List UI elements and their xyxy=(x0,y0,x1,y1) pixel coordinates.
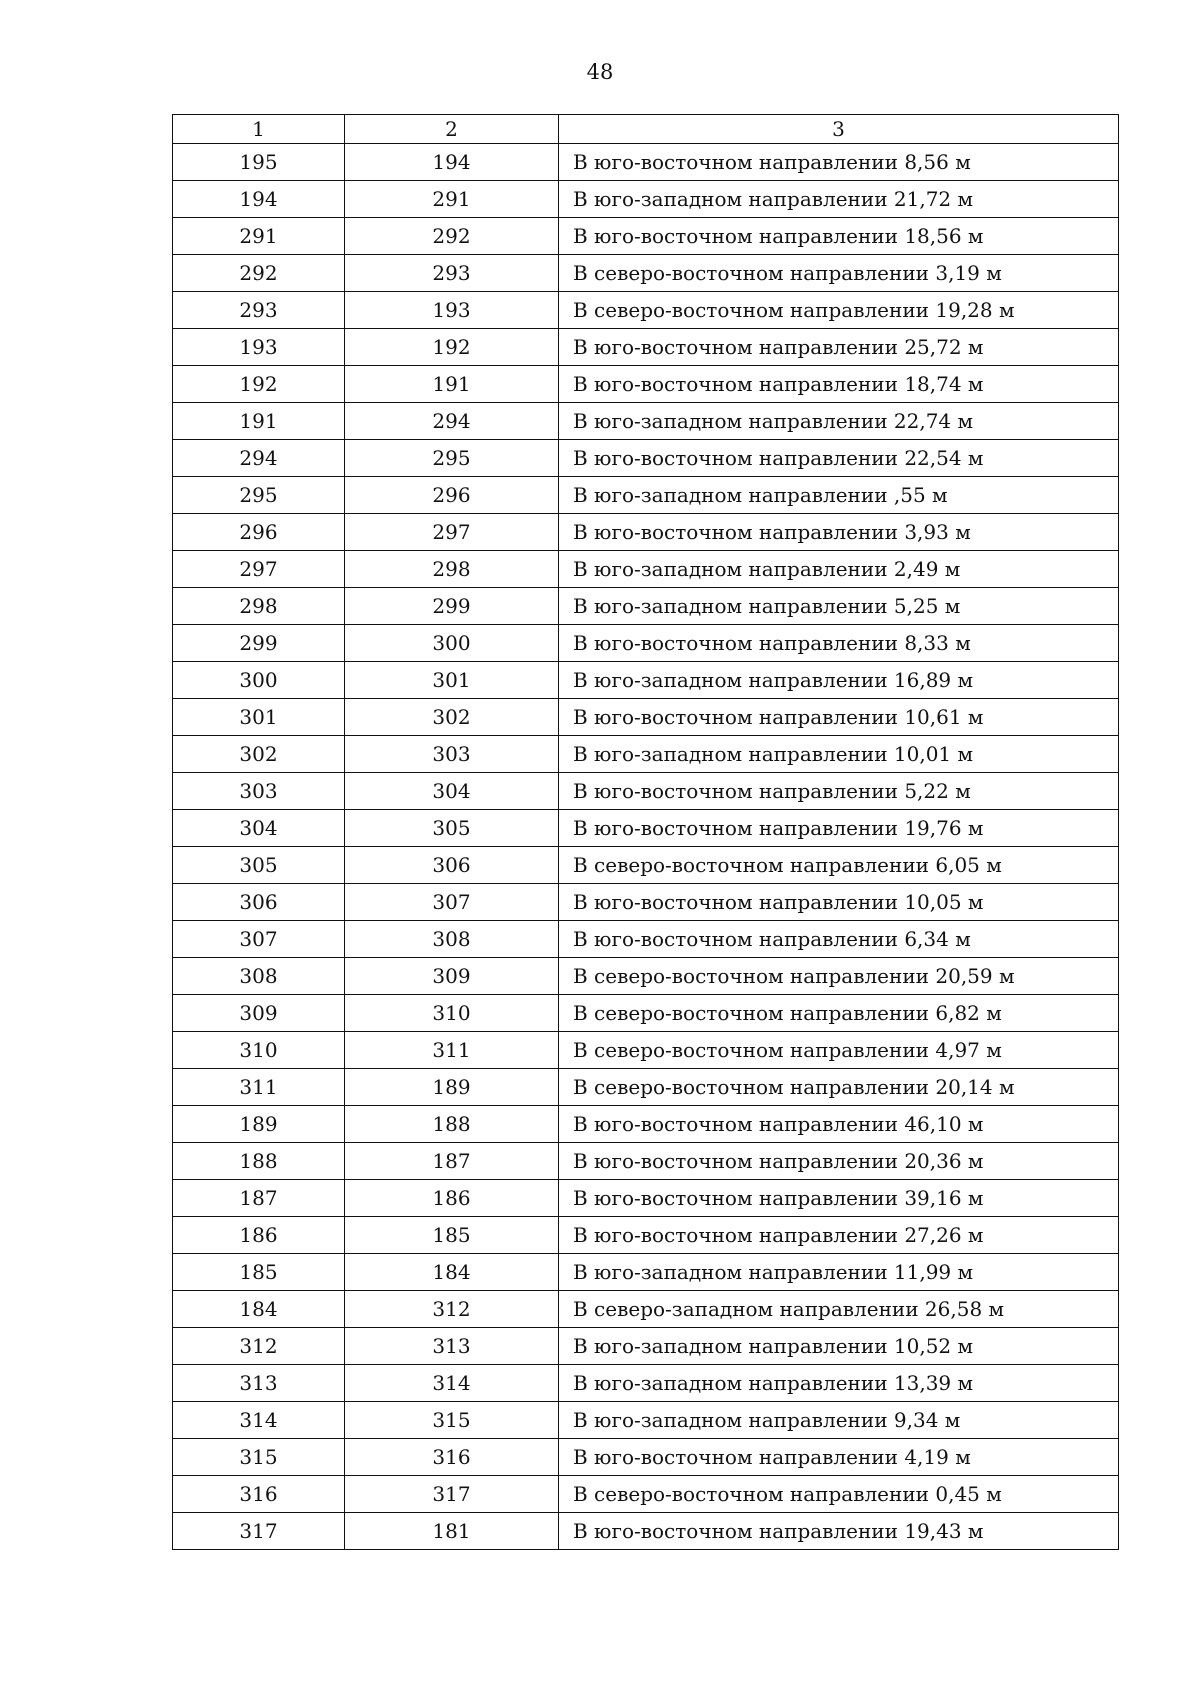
point-to-cell: 188 xyxy=(345,1106,559,1143)
point-from-cell: 308 xyxy=(173,958,345,995)
direction-description-cell: В юго-западном направлении 13,39 м xyxy=(559,1365,1119,1402)
point-to-cell: 297 xyxy=(345,514,559,551)
direction-description-cell: В северо-восточном направлении 20,14 м xyxy=(559,1069,1119,1106)
table-row xyxy=(173,662,1119,699)
direction-description-cell: В юго-восточном направлении 10,05 м xyxy=(559,884,1119,921)
table-header xyxy=(173,115,1119,144)
direction-description-cell: В юго-западном направлении 16,89 м xyxy=(559,662,1119,699)
point-to-cell: 310 xyxy=(345,995,559,1032)
point-from-cell: 314 xyxy=(173,1402,345,1439)
table-row xyxy=(173,810,1119,847)
table-row xyxy=(173,625,1119,662)
column-header-3: 3 xyxy=(559,115,1119,144)
table-row xyxy=(173,440,1119,477)
table-row xyxy=(173,1439,1119,1476)
point-from-cell: 184 xyxy=(173,1291,345,1328)
direction-description-cell: В юго-восточном направлении 18,74 м xyxy=(559,366,1119,403)
table-row xyxy=(173,1291,1119,1328)
table-row xyxy=(173,366,1119,403)
point-to-cell: 291 xyxy=(345,181,559,218)
table-row xyxy=(173,403,1119,440)
column-header-1: 1 xyxy=(173,115,345,144)
table-row xyxy=(173,1032,1119,1069)
point-to-cell: 306 xyxy=(345,847,559,884)
table-row xyxy=(173,329,1119,366)
point-to-cell: 317 xyxy=(345,1476,559,1513)
point-from-cell: 310 xyxy=(173,1032,345,1069)
table-row xyxy=(173,588,1119,625)
table-row xyxy=(173,1217,1119,1254)
point-from-cell: 299 xyxy=(173,625,345,662)
table-row xyxy=(173,255,1119,292)
direction-description-cell: В юго-восточном направлении 25,72 м xyxy=(559,329,1119,366)
point-to-cell: 313 xyxy=(345,1328,559,1365)
point-from-cell: 313 xyxy=(173,1365,345,1402)
table-row xyxy=(173,1513,1119,1550)
direction-description-cell: В юго-восточном направлении 10,61 м xyxy=(559,699,1119,736)
point-to-cell: 311 xyxy=(345,1032,559,1069)
point-from-cell: 295 xyxy=(173,477,345,514)
point-to-cell: 296 xyxy=(345,477,559,514)
point-from-cell: 306 xyxy=(173,884,345,921)
point-from-cell: 309 xyxy=(173,995,345,1032)
point-to-cell: 304 xyxy=(345,773,559,810)
direction-description-cell: В юго-восточном направлении 8,56 м xyxy=(559,144,1119,181)
direction-description-cell: В юго-восточном направлении 18,56 м xyxy=(559,218,1119,255)
table-row xyxy=(173,551,1119,588)
direction-description-cell: В юго-западном направлении 22,74 м xyxy=(559,403,1119,440)
table-row xyxy=(173,181,1119,218)
table-row xyxy=(173,847,1119,884)
direction-description-cell: В юго-восточном направлении 46,10 м xyxy=(559,1106,1119,1143)
column-header-2: 2 xyxy=(345,115,559,144)
table-row xyxy=(173,1069,1119,1106)
direction-description-cell: В юго-западном направлении 2,49 м xyxy=(559,551,1119,588)
point-to-cell: 191 xyxy=(345,366,559,403)
point-to-cell: 316 xyxy=(345,1439,559,1476)
point-from-cell: 195 xyxy=(173,144,345,181)
direction-description-cell: В юго-восточном направлении 20,36 м xyxy=(559,1143,1119,1180)
point-from-cell: 316 xyxy=(173,1476,345,1513)
point-to-cell: 309 xyxy=(345,958,559,995)
point-from-cell: 312 xyxy=(173,1328,345,1365)
point-from-cell: 193 xyxy=(173,329,345,366)
point-from-cell: 188 xyxy=(173,1143,345,1180)
table-row xyxy=(173,699,1119,736)
table-row xyxy=(173,921,1119,958)
table-row xyxy=(173,884,1119,921)
point-from-cell: 315 xyxy=(173,1439,345,1476)
point-to-cell: 181 xyxy=(345,1513,559,1550)
direction-description-cell: В юго-восточном направлении 6,34 м xyxy=(559,921,1119,958)
direction-description-cell: В северо-восточном направлении 6,82 м xyxy=(559,995,1119,1032)
point-to-cell: 293 xyxy=(345,255,559,292)
point-to-cell: 294 xyxy=(345,403,559,440)
page-number: 48 xyxy=(586,60,614,84)
point-to-cell: 300 xyxy=(345,625,559,662)
direction-description-cell: В юго-восточном направлении 39,16 м xyxy=(559,1180,1119,1217)
point-from-cell: 187 xyxy=(173,1180,345,1217)
point-to-cell: 305 xyxy=(345,810,559,847)
direction-description-cell: В юго-восточном направлении 27,26 м xyxy=(559,1217,1119,1254)
direction-description-cell: В северо-восточном направлении 4,97 м xyxy=(559,1032,1119,1069)
table-row xyxy=(173,995,1119,1032)
direction-description-cell: В юго-западном направлении 5,25 м xyxy=(559,588,1119,625)
direction-description-cell: В юго-западном направлении 9,34 м xyxy=(559,1402,1119,1439)
point-to-cell: 308 xyxy=(345,921,559,958)
point-to-cell: 185 xyxy=(345,1217,559,1254)
point-from-cell: 302 xyxy=(173,736,345,773)
point-from-cell: 291 xyxy=(173,218,345,255)
point-to-cell: 189 xyxy=(345,1069,559,1106)
point-to-cell: 314 xyxy=(345,1365,559,1402)
direction-description-cell: В юго-восточном направлении 8,33 м xyxy=(559,625,1119,662)
point-from-cell: 191 xyxy=(173,403,345,440)
point-from-cell: 294 xyxy=(173,440,345,477)
point-to-cell: 302 xyxy=(345,699,559,736)
point-to-cell: 184 xyxy=(345,1254,559,1291)
point-from-cell: 311 xyxy=(173,1069,345,1106)
table-row xyxy=(173,218,1119,255)
table-row xyxy=(173,1402,1119,1439)
table-row xyxy=(173,514,1119,551)
direction-description-cell: В северо-западном направлении 26,58 м xyxy=(559,1291,1119,1328)
point-to-cell: 194 xyxy=(345,144,559,181)
point-to-cell: 312 xyxy=(345,1291,559,1328)
table-row xyxy=(173,1365,1119,1402)
point-to-cell: 186 xyxy=(345,1180,559,1217)
table-row xyxy=(173,736,1119,773)
table-row xyxy=(173,1328,1119,1365)
direction-description-cell: В юго-восточном направлении 3,93 м xyxy=(559,514,1119,551)
table-row xyxy=(173,1254,1119,1291)
direction-description-cell: В юго-западном направлении ,55 м xyxy=(559,477,1119,514)
table-row xyxy=(173,958,1119,995)
point-from-cell: 301 xyxy=(173,699,345,736)
point-from-cell: 194 xyxy=(173,181,345,218)
point-from-cell: 300 xyxy=(173,662,345,699)
point-to-cell: 303 xyxy=(345,736,559,773)
point-from-cell: 296 xyxy=(173,514,345,551)
direction-description-cell: В юго-западном направлении 10,01 м xyxy=(559,736,1119,773)
direction-description-cell: В северо-восточном направлении 6,05 м xyxy=(559,847,1119,884)
table-row xyxy=(173,144,1119,181)
point-from-cell: 297 xyxy=(173,551,345,588)
table-body xyxy=(173,144,1119,1550)
table-row xyxy=(173,292,1119,329)
direction-description-cell: В юго-западном направлении 11,99 м xyxy=(559,1254,1119,1291)
point-to-cell: 301 xyxy=(345,662,559,699)
point-to-cell: 292 xyxy=(345,218,559,255)
direction-description-cell: В юго-восточном направлении 5,22 м xyxy=(559,773,1119,810)
direction-description-cell: В юго-западном направлении 21,72 м xyxy=(559,181,1119,218)
direction-description-cell: В северо-восточном направлении 3,19 м xyxy=(559,255,1119,292)
direction-description-cell: В юго-восточном направлении 4,19 м xyxy=(559,1439,1119,1476)
direction-description-cell: В юго-восточном направлении 22,54 м xyxy=(559,440,1119,477)
point-from-cell: 304 xyxy=(173,810,345,847)
point-from-cell: 305 xyxy=(173,847,345,884)
point-to-cell: 315 xyxy=(345,1402,559,1439)
table-row xyxy=(173,477,1119,514)
point-from-cell: 317 xyxy=(173,1513,345,1550)
table-row xyxy=(173,1106,1119,1143)
direction-description-cell: В юго-восточном направлении 19,43 м xyxy=(559,1513,1119,1550)
point-to-cell: 295 xyxy=(345,440,559,477)
point-from-cell: 186 xyxy=(173,1217,345,1254)
table-row xyxy=(173,773,1119,810)
table-row xyxy=(173,1180,1119,1217)
point-to-cell: 299 xyxy=(345,588,559,625)
table-row xyxy=(173,1476,1119,1513)
point-to-cell: 187 xyxy=(345,1143,559,1180)
point-from-cell: 307 xyxy=(173,921,345,958)
point-from-cell: 293 xyxy=(173,292,345,329)
point-to-cell: 298 xyxy=(345,551,559,588)
direction-description-cell: В юго-восточном направлении 19,76 м xyxy=(559,810,1119,847)
header-row xyxy=(173,115,1119,144)
point-from-cell: 189 xyxy=(173,1106,345,1143)
point-from-cell: 185 xyxy=(173,1254,345,1291)
point-from-cell: 298 xyxy=(173,588,345,625)
point-to-cell: 192 xyxy=(345,329,559,366)
point-from-cell: 303 xyxy=(173,773,345,810)
boundary-table xyxy=(172,114,1119,1550)
point-from-cell: 192 xyxy=(173,366,345,403)
table-row xyxy=(173,1143,1119,1180)
direction-description-cell: В северо-восточном направлении 0,45 м xyxy=(559,1476,1119,1513)
direction-description-cell: В юго-западном направлении 10,52 м xyxy=(559,1328,1119,1365)
direction-description-cell: В северо-восточном направлении 20,59 м xyxy=(559,958,1119,995)
direction-description-cell: В северо-восточном направлении 19,28 м xyxy=(559,292,1119,329)
point-to-cell: 307 xyxy=(345,884,559,921)
point-from-cell: 292 xyxy=(173,255,345,292)
point-to-cell: 193 xyxy=(345,292,559,329)
